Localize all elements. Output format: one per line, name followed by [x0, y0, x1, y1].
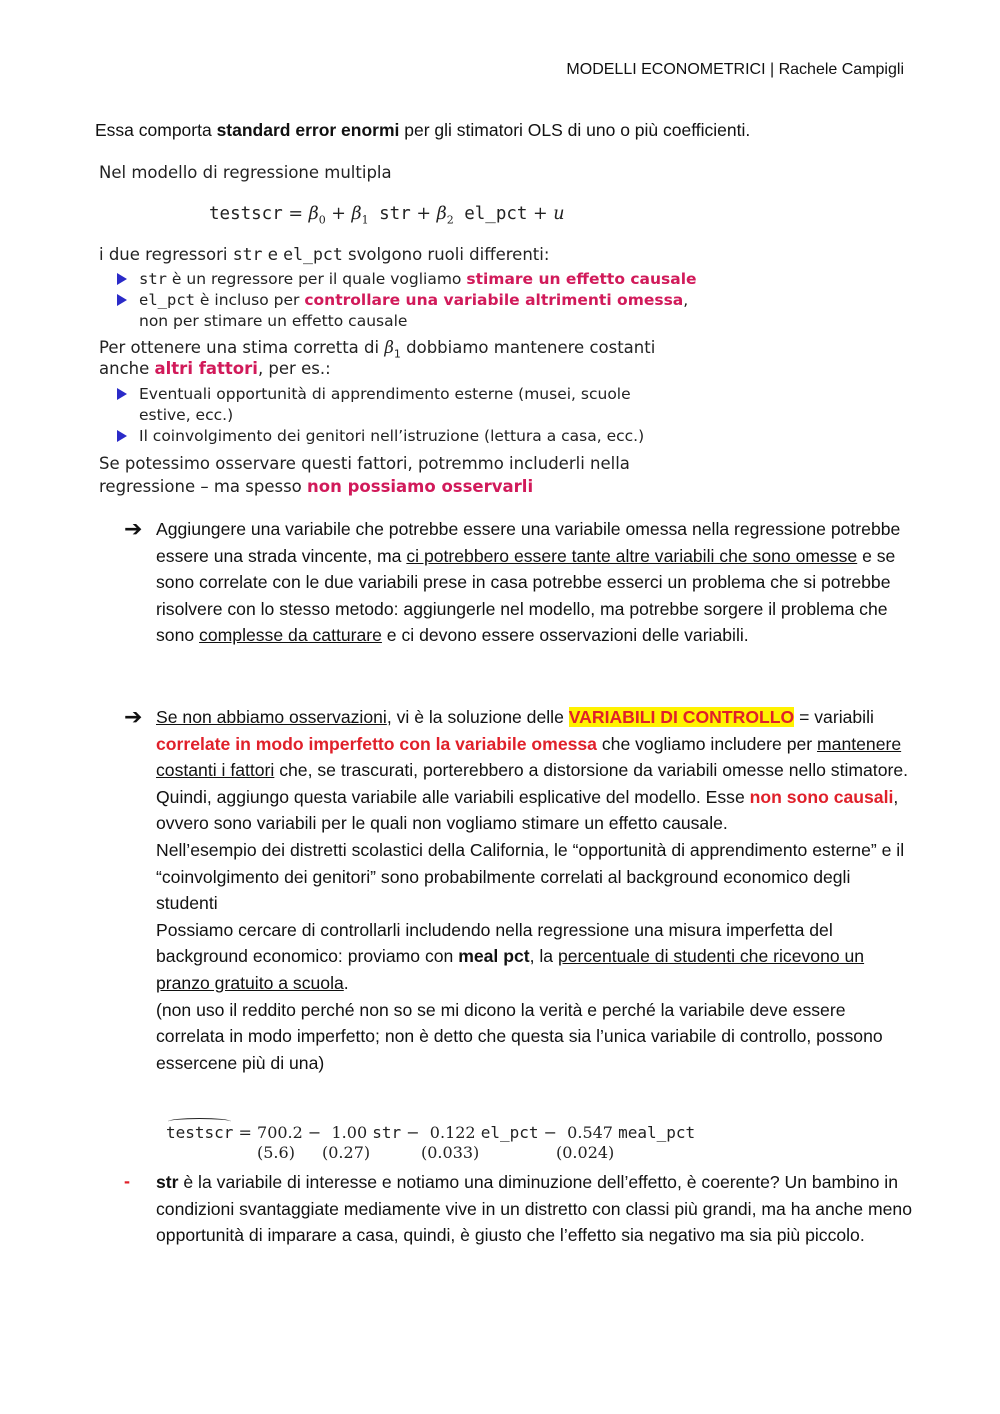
slide-line-2-str: str — [232, 245, 263, 264]
p2-sentence-3 — [156, 917, 916, 997]
slide-line-6 — [99, 477, 533, 496]
slide-bullet-3-text: Eventuali opportunità di apprendimento esterne (musei, scuole — [139, 385, 631, 403]
paragraph-3 — [156, 1169, 916, 1249]
eq-plus-1: + — [325, 204, 352, 224]
p1-text-2: e se sono correlate con le due variabili prese in casa potrebbe esserci un problema che si potrebbe risolvere con lo stesso metodo: aggiungerle nel modello, ma potrebbe sorgere il problema che sono — [156, 545, 896, 646]
p2-sentence-2: Nell’esempio dei distretti scolastici della California, le “opportunità di apprendimento esterne” e il “coinvolgimento dei genitori” sono probabilmente correlati al background economico degli studenti — [156, 839, 905, 914]
slide-line-4 — [99, 359, 331, 378]
slide-line-2-post: svolgono ruoli differenti: — [342, 245, 550, 264]
eq-beta1: β — [351, 204, 362, 224]
eq-lhs: testscr — [209, 204, 283, 224]
p2-s3-text-a: Possiamo cercare di controllarli includendo nella regressione una misura imperfetta del background economico: proviamo con — [156, 919, 833, 967]
p2-s3-bold: meal pct — [458, 946, 530, 967]
page-header: MODELLI ECONOMETRICI | Rachele Campigli — [566, 61, 904, 78]
p2-s3-text-d: . — [343, 972, 349, 993]
slide-line-2-pre: i due regressori — [99, 245, 233, 264]
reg-se-0: (5.6) — [257, 1143, 295, 1162]
intro-bold: standard error enormi — [216, 120, 400, 140]
slide-line-3 — [99, 338, 655, 360]
slide-bullet-1-highlight: stimare un effetto causale — [466, 270, 697, 288]
reg-v3: meal_pct — [618, 1123, 696, 1142]
intro-text-post: per gli stimatori OLS di uno o più coefficienti. — [399, 120, 751, 140]
p2-red-1: correlate in modo imperfetto con la variabile omessa — [156, 733, 597, 754]
slide-bullet-2-text: è incluso per — [195, 291, 305, 309]
eq-beta2: β — [436, 204, 447, 224]
slide-bullet-2-post: , — [683, 291, 689, 309]
paragraph-1 — [156, 516, 916, 649]
p2-text-1: , vi è la soluzione delle — [386, 707, 569, 727]
eq-beta0: β — [308, 204, 319, 224]
eq-str: str — [368, 204, 411, 224]
reg-c0: 700.2 — [257, 1123, 303, 1142]
slide-bullet-1-text: è un regressore per il quale vogliamo — [167, 270, 467, 288]
intro-text-pre: Essa comporta — [95, 120, 217, 140]
slide-bullet-2 — [117, 291, 688, 309]
p2-s3-text-c: , la — [529, 946, 558, 967]
p2-sentence-4: (non uso il reddito perché non so se mi dicono la verità e perché la variabile deve essere correlata in modo imperfetto; non è detto che questa sia l’unica variabile di controllo, possono essercene più di una) — [156, 999, 883, 1073]
p1-text-3: e ci devono essere osservazioni delle variabili. — [381, 625, 749, 646]
slide-bullet-4-text: Il coinvolgimento dei genitori nell’istruzione (lettura a casa, ecc.) — [139, 427, 645, 445]
reg-se-3: (0.024) — [556, 1143, 615, 1162]
arrow-icon: ➔ — [124, 704, 143, 729]
triangle-bullet-icon — [117, 388, 127, 400]
slide-bullet-1 — [117, 270, 697, 288]
slide-line-4-highlight: altri fattori — [154, 359, 258, 378]
slide-bullet-1-code: str — [139, 270, 167, 288]
slide-line-2 — [99, 245, 549, 264]
dash-bullet: - — [124, 1171, 130, 1191]
paragraph-2 — [156, 704, 916, 1076]
model-equation — [209, 204, 565, 227]
reg-c3: 0.547 — [567, 1123, 613, 1142]
reg-minus-2: − — [401, 1123, 425, 1142]
reg-minus-3: − — [538, 1123, 563, 1142]
p2-red-2: non sono causali — [749, 786, 894, 807]
reg-v1: str — [372, 1123, 402, 1142]
slide-line-3-beta: β — [384, 338, 394, 357]
slide-bullet-2-continued: non per stimare un effetto causale — [139, 312, 408, 330]
reg-v2: el_pct — [480, 1123, 539, 1142]
slide-line-1: Nel modello di regressione multipla — [99, 163, 392, 182]
p2-sentence-1 — [156, 704, 916, 837]
slide-line-4-post: , per es.: — [257, 359, 331, 378]
slide-line-2-el: el_pct — [283, 245, 343, 264]
triangle-bullet-icon — [117, 273, 127, 285]
p3-bold: str — [156, 1172, 179, 1192]
regression-equation — [166, 1123, 695, 1142]
reg-se-2: (0.033) — [421, 1143, 480, 1162]
p2-text-2: = variabili — [794, 707, 874, 727]
slide-line-4-pre: anche — [99, 359, 155, 378]
triangle-bullet-icon — [117, 294, 127, 306]
eq-plus-3: + — [527, 204, 554, 224]
reg-eq: = — [233, 1123, 258, 1142]
p1-underline-2: complesse da catturare — [199, 625, 382, 646]
p2-text-5: , ovvero sono variabili per le quali non vogliamo stimare un effetto causale. — [156, 786, 899, 834]
slide-bullet-3 — [117, 385, 631, 403]
slide-bullet-2-code: el_pct — [139, 291, 195, 309]
eq-beta1-sub: 1 — [361, 213, 369, 227]
eq-beta0-sub: 0 — [318, 213, 326, 227]
slide-line-5: Se potessimo osservare questi fattori, potremmo includerli nella — [99, 454, 630, 473]
p3-text: è la variabile di interesse e notiamo una diminuzione dell’effetto, è coerente? Un bambino in condizioni svantaggiate mediamente vive in un distretto con classi più grandi, ma ha anche meno opportunità di imparare a casa, quindi, è giusto che l’effetto sia negativo ma sia più piccolo. — [156, 1172, 912, 1246]
p2-underline-2: mantenere costanti i fattori — [156, 733, 902, 781]
slide-line-6-highlight: non possiamo osservarli — [307, 477, 534, 496]
p2-text-4: che, se trascurati, porterebbero a distorsione da variabili omesse nello stimatore. Quindi, aggiungo questa variabile alle variabili esplicative del modello. Esse — [156, 760, 909, 807]
eq-el-pct: el_pct — [453, 204, 528, 224]
slide-line-6-pre: regressione – ma spesso — [99, 477, 308, 496]
eq-plus-2: + — [410, 204, 437, 224]
reg-minus-1: − — [302, 1123, 327, 1142]
slide-line-2-mid: e — [262, 245, 284, 264]
intro-paragraph — [95, 120, 750, 141]
eq-beta2-sub: 2 — [446, 213, 454, 227]
slide-bullet-2-highlight: controllare una variabile altrimenti omessa — [304, 291, 684, 309]
reg-lhs: testscr — [166, 1123, 234, 1142]
slide-bullet-4 — [117, 427, 644, 445]
eq-u: u — [553, 204, 565, 224]
triangle-bullet-icon — [117, 430, 127, 442]
p2-highlight: VARIABILI DI CONTROLLO — [568, 707, 795, 727]
reg-se-1: (0.27) — [322, 1143, 371, 1162]
p1-underline-1: ci potrebbero essere tante altre variabili che sono omesse — [406, 545, 858, 566]
p2-text-3: che vogliamo includere per — [596, 733, 818, 754]
slide-bullet-3-continued: estive, ecc.) — [139, 406, 234, 424]
arrow-icon: ➔ — [124, 516, 143, 541]
p2-s3-underline: percentuale di studenti che ricevono un pranzo gratuito a scuola — [156, 946, 865, 993]
p2-underline-1: Se non abbiamo osservazioni — [156, 707, 387, 727]
reg-c2: 0.122 — [429, 1123, 476, 1142]
eq-sign: = — [282, 204, 309, 224]
p1-text-1: Aggiungere una variabile che potrebbe essere una variabile omessa nella regressione potrebbe essere una strada vincente, ma — [156, 519, 901, 566]
slide-line-3-sub: 1 — [393, 347, 401, 361]
slide-line-3-pre: Per ottenere una stima corretta di — [99, 338, 385, 357]
reg-c1: 1.00 — [331, 1123, 368, 1142]
slide-line-3-post: dobbiamo mantenere costanti — [400, 338, 656, 357]
